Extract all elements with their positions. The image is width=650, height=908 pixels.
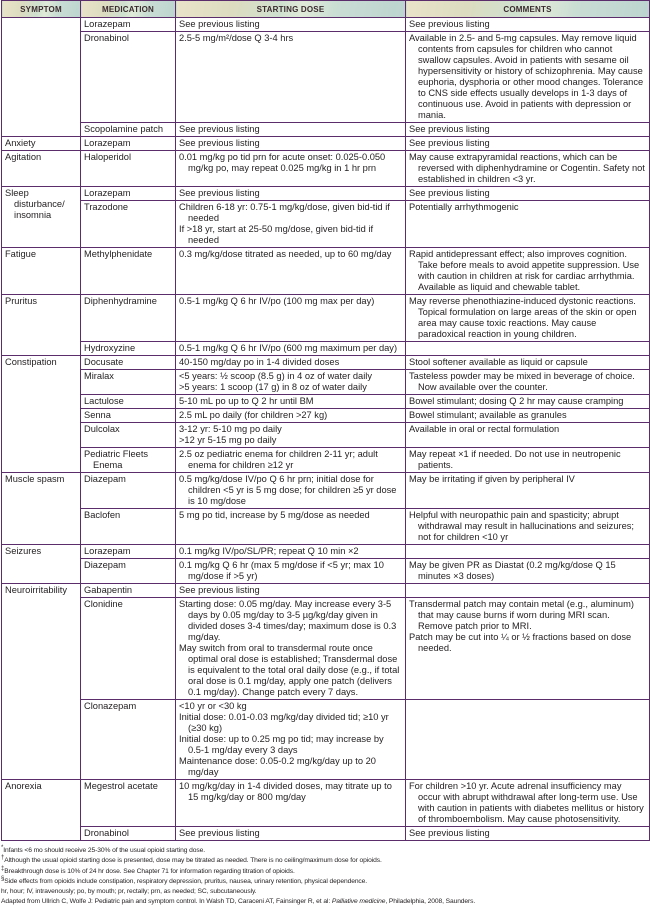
footnote — [1, 877, 650, 887]
source-citation — [1, 897, 650, 907]
footnote-text: Although the usual opioid starting dose is presented, dose may be titrated as needed. There is no ceiling/maximum dose for opioids. — [4, 857, 382, 865]
cell-starting-dose — [176, 395, 406, 409]
comment-text: Tasteless powder may be mixed in beverage of choice. Now available over the counter. — [409, 371, 635, 392]
footnote — [1, 867, 650, 877]
medication-name: Lorazepam — [84, 19, 131, 29]
comment-text: Rapid antidepressant effect; also improves cognition. Take before meals to avoid appetite suppression. Use with caution in children at risk for cardiac arrhythmia. Available as liquid and chewable tablet. — [409, 249, 640, 292]
medication-name: Diphenhydramine — [84, 296, 157, 306]
comment-text: May cause extrapyramidal reactions, which can be reversed with diphenhydramine or Cogentin. Safety not established in children <3 yr. — [409, 152, 645, 184]
header-comments: COMMENTS — [406, 1, 650, 18]
table-row — [2, 448, 650, 473]
cell-comments — [406, 187, 650, 201]
comment-text: Available in 2.5- and 5-mg capsules. May remove liquid contents from capsules for children who cannot swallow capsules. Avoid in patients with sesame oil hypersensitivity or history of schizophrenia. May cause euphoria, dysphoria or other mood changes. Tolerance to CNS side effects usually develops in 1-3 days of continuous use. Avoid in patients with depression or mania. — [409, 33, 644, 120]
cell-medication — [81, 342, 176, 356]
symptom-text: Neuroirritability — [5, 585, 67, 595]
table-row — [2, 395, 650, 409]
table-row — [2, 423, 650, 448]
table-row — [2, 700, 650, 780]
cell-starting-dose — [176, 295, 406, 342]
table-row — [2, 201, 650, 248]
cell-starting-dose — [176, 827, 406, 841]
cell-starting-dose — [176, 423, 406, 448]
cell-medication — [81, 395, 176, 409]
cell-medication — [81, 545, 176, 559]
medication-table — [1, 0, 650, 841]
cell-medication — [81, 32, 176, 123]
comment-text: See previous listing — [409, 828, 490, 838]
comment-text: For children >10 yr. Acute adrenal insufficiency may occur with abrupt withdrawal after long-term use. Use with caution in patients with diabetes mellitus or history of thromboembolism. May cause photosensitivity. — [409, 781, 644, 824]
cell-comments — [406, 248, 650, 295]
cell-starting-dose — [176, 559, 406, 584]
cell-comments — [406, 448, 650, 473]
cell-starting-dose — [176, 137, 406, 151]
dose-text: 40-150 mg/day po in 1-4 divided doses — [179, 357, 340, 367]
dose-text: If >18 yr, start at 25-50 mg/dose, given bid-tid if needed — [179, 224, 374, 245]
cell-comments — [406, 18, 650, 32]
table-body — [2, 18, 650, 841]
medication-name: Dulcolax — [84, 424, 120, 434]
cell-medication — [81, 151, 176, 187]
table-row — [2, 780, 650, 827]
footnote-text: Breakthrough dose is 10% of 24 hr dose. See Chapter 71 for information regarding titration of opioids. — [4, 867, 295, 875]
symptom-text: Fatigue — [5, 249, 37, 259]
cell-comments — [406, 342, 650, 356]
cell-symptom — [2, 780, 81, 841]
medication-name: Hydroxyzine — [84, 343, 136, 353]
cell-medication — [81, 187, 176, 201]
medication-name: Lorazepam — [84, 138, 131, 148]
table-row — [2, 248, 650, 295]
table-header-row — [2, 1, 650, 18]
medication-name: Lorazepam — [84, 546, 131, 556]
dose-text: May switch from oral to transdermal route once optimal oral dose is established; Transdermal dose is equivalent to the total oral daily dose (e.g., if total oral dose is 0.1 mg/day, apply one patch (delivers 0.1 mg/day). Change patch every 7 days. — [179, 643, 400, 697]
table-row — [2, 137, 650, 151]
comment-text: Available in oral or rectal formulation — [409, 424, 560, 434]
citation-prefix: Adapted from Ullrich C, Wolfe J: Pediatric pain and symptom control. In Walsh TD, Caraceni AT, Fainsinger R, et al: — [1, 898, 332, 906]
cell-comments — [406, 559, 650, 584]
dose-text: 2.5 mL po daily (for children >27 kg) — [179, 410, 328, 420]
cell-starting-dose — [176, 545, 406, 559]
dose-text: Children 6-18 yr: 0.75-1 mg/kg/dose, given bid-tid if needed — [179, 202, 390, 223]
table-row — [2, 32, 650, 123]
cell-medication — [81, 123, 176, 137]
cell-comments — [406, 584, 650, 598]
cell-medication — [81, 423, 176, 448]
cell-symptom — [2, 473, 81, 545]
header-symptom: SYMPTOM — [2, 1, 81, 18]
dose-text: 0.1 mg/kg Q 6 hr (max 5 mg/dose if <5 yr; max 10 mg/dose if >5 yr) — [179, 560, 384, 581]
cell-comments — [406, 827, 650, 841]
medication-name: Clonazepam — [84, 701, 137, 711]
cell-medication — [81, 559, 176, 584]
citation-title: Palliative medicine — [331, 898, 386, 906]
cell-comments — [406, 151, 650, 187]
cell-symptom — [2, 18, 81, 137]
dose-text: 0.1 mg/kg IV/po/SL/PR; repeat Q 10 min ×2 — [179, 546, 359, 556]
dose-text: See previous listing — [179, 124, 260, 134]
dose-text: See previous listing — [179, 188, 260, 198]
table-row — [2, 409, 650, 423]
dose-text: Initial dose: 0.01-0.03 mg/kg/day divided tid; ≥10 yr (≥30 kg) — [179, 712, 389, 733]
medication-name: Baclofen — [84, 510, 121, 520]
cell-medication — [81, 584, 176, 598]
dose-text: 0.3 mg/kg/dose titrated as needed, up to 60 mg/day — [179, 249, 392, 259]
medication-name: Miralax — [84, 371, 114, 381]
dose-text: See previous listing — [179, 585, 260, 595]
dose-text: 2.5 oz pediatric enema for children 2-11 yr; adult enema for children ≥12 yr — [179, 449, 378, 470]
dose-text: 10 mg/kg/day in 1-4 divided doses, may titrate up to 15 mg/kg/day or 800 mg/day — [179, 781, 392, 802]
cell-starting-dose — [176, 151, 406, 187]
dose-text: 0.5 mg/kg/dose IV/po Q 6 hr prn; initial dose for children <5 yr is 5 mg dose; for children ≥5 yr dose is 10 mg/dose — [179, 474, 397, 506]
symptom-text: Seizures — [5, 546, 42, 556]
medication-name: Diazepam — [84, 474, 126, 484]
cell-medication — [81, 598, 176, 700]
cell-comments — [406, 598, 650, 700]
cell-comments — [406, 545, 650, 559]
cell-medication — [81, 448, 176, 473]
cell-symptom — [2, 545, 81, 584]
medication-name: Gabapentin — [84, 585, 133, 595]
cell-starting-dose — [176, 201, 406, 248]
cell-comments — [406, 32, 650, 123]
cell-comments — [406, 123, 650, 137]
comment-text: Helpful with neuropathic pain and spasticity; abrupt withdrawal may result in hallucinations and seizures; not for children <10 yr — [409, 510, 634, 542]
footnotes — [1, 846, 650, 908]
cell-starting-dose — [176, 32, 406, 123]
comment-text: See previous listing — [409, 124, 490, 134]
cell-starting-dose — [176, 342, 406, 356]
dose-text: >12 yr 5-15 mg po daily — [179, 435, 277, 445]
cell-comments — [406, 700, 650, 780]
cell-medication — [81, 509, 176, 545]
cell-medication — [81, 370, 176, 395]
symptom-text: Anxiety — [5, 138, 36, 148]
cell-comments — [406, 356, 650, 370]
comment-text: May reverse phenothiazine-induced dystonic reactions. Topical formulation on large areas of the skin or open area may cause toxic reactions. May cause paradoxical reaction in young children. — [409, 296, 637, 339]
table-row — [2, 151, 650, 187]
cell-starting-dose — [176, 370, 406, 395]
comment-text: See previous listing — [409, 138, 490, 148]
comment-text: Transdermal patch may contain metal (e.g., aluminum) that may cause burns if worn during MRI scan. Remove patch prior to MRI. — [409, 599, 634, 631]
cell-medication — [81, 201, 176, 248]
table-row — [2, 598, 650, 700]
dose-text: <10 yr or <30 kg — [179, 701, 247, 711]
cell-medication — [81, 700, 176, 780]
cell-comments — [406, 423, 650, 448]
dose-text: Starting dose: 0.05 mg/day. May increase every 3-5 days by 0.05 mg/day to 3-5 µg/kg/day given in divided doses 3-4 times/day; maximum dose is 0.3 mg/day. — [179, 599, 397, 642]
cell-medication — [81, 137, 176, 151]
cell-starting-dose — [176, 448, 406, 473]
cell-medication — [81, 248, 176, 295]
medication-name: Haloperidol — [84, 152, 132, 162]
dose-text: 0.01 mg/kg po tid prn for acute onset: 0.025-0.050 mg/kg po, may repeat 0.025 mg/kg in 1 hr prn — [179, 152, 386, 173]
dose-text: <5 years: ½ scoop (8.5 g) in 4 oz of water daily — [179, 371, 373, 381]
table-row — [2, 559, 650, 584]
dose-text: See previous listing — [179, 138, 260, 148]
cell-starting-dose — [176, 473, 406, 509]
table-row — [2, 187, 650, 201]
header-medication: MEDICATION — [81, 1, 176, 18]
cell-starting-dose — [176, 356, 406, 370]
comment-text: May be given PR as Diastat (0.2 mg/kg/dose Q 15 minutes ×3 doses) — [409, 560, 616, 581]
symptom-text: Anorexia — [5, 781, 42, 791]
cell-medication — [81, 473, 176, 509]
comment-text: Stool softener available as liquid or capsule — [409, 357, 588, 367]
cell-comments — [406, 295, 650, 342]
medication-name: Diazepam — [84, 560, 126, 570]
footnote-mark: * — [1, 844, 4, 851]
medication-name: Trazodone — [84, 202, 129, 212]
header-starting-dose: STARTING DOSE — [176, 1, 406, 18]
cell-starting-dose — [176, 18, 406, 32]
comment-text: See previous listing — [409, 19, 490, 29]
comment-text: See previous listing — [409, 188, 490, 198]
comment-text: May repeat ×1 if needed. Do not use in neutropenic patients. — [409, 449, 621, 470]
footnote — [1, 846, 650, 856]
footnote-mark: ‡ — [1, 865, 5, 872]
abbreviations-note: hr, hour; IV, intravenously; po, by mouth; pr, rectally; prn, as needed; SC, subcutaneously. — [1, 888, 257, 896]
cell-comments — [406, 780, 650, 827]
medication-name: Megestrol acetate — [84, 781, 158, 791]
cell-medication — [81, 18, 176, 32]
cell-comments — [406, 201, 650, 248]
table-row — [2, 827, 650, 841]
cell-symptom — [2, 151, 81, 187]
symptom-text: Muscle spasm — [5, 474, 65, 484]
dose-text: 5-10 mL po up to Q 2 hr until BM — [179, 396, 314, 406]
comment-text: Bowel stimulant; available as granules — [409, 410, 567, 420]
table-row — [2, 509, 650, 545]
cell-starting-dose — [176, 123, 406, 137]
dose-text: See previous listing — [179, 828, 260, 838]
medication-name: Lorazepam — [84, 188, 131, 198]
comment-text: May be irritating if given by peripheral IV — [409, 474, 575, 484]
dose-text: >5 years: 1 scoop (17 g) in 8 oz of water daily — [179, 382, 367, 392]
cell-comments — [406, 395, 650, 409]
symptom-text: Agitation — [5, 152, 42, 162]
dose-text: 3-12 yr: 5-10 mg po daily — [179, 424, 282, 434]
citation-suffix: , Philadelphia, 2008, Saunders. — [385, 898, 476, 906]
table-row — [2, 18, 650, 32]
cell-symptom — [2, 356, 81, 473]
table-row — [2, 342, 650, 356]
footnote-text: Side effects from opioids include constipation, respiratory depression, pruritus, nausea, urinary retention, physical dependence. — [4, 877, 368, 885]
comment-text: Potentially arrhythmogenic — [409, 202, 519, 212]
comment-text: Patch may be cut into ¼ or ½ fractions based on dose needed. — [409, 632, 632, 653]
table-row — [2, 295, 650, 342]
comment-text: Bowel stimulant; dosing Q 2 hr may cause cramping — [409, 396, 624, 406]
medication-name: Scopolamine patch — [84, 124, 164, 134]
cell-symptom — [2, 584, 81, 780]
cell-medication — [81, 780, 176, 827]
medication-name: Dronabinol — [84, 828, 129, 838]
table-row — [2, 370, 650, 395]
cell-starting-dose — [176, 509, 406, 545]
cell-starting-dose — [176, 598, 406, 700]
symptom-text: Constipation — [5, 357, 57, 367]
cell-comments — [406, 509, 650, 545]
medication-name: Docusate — [84, 357, 124, 367]
cell-starting-dose — [176, 409, 406, 423]
cell-comments — [406, 409, 650, 423]
medication-name: Lactulose — [84, 396, 124, 406]
cell-symptom — [2, 187, 81, 248]
table-row — [2, 584, 650, 598]
cell-comments — [406, 137, 650, 151]
cell-starting-dose — [176, 187, 406, 201]
medication-name: Dronabinol — [84, 33, 129, 43]
dose-text: 0.5-1 mg/kg Q 6 hr IV/po (100 mg max per day) — [179, 296, 375, 306]
dose-text: See previous listing — [179, 19, 260, 29]
cell-medication — [81, 409, 176, 423]
footnote-text: Infants <6 mo should receive 25-30% of the usual opioid starting dose. — [3, 847, 205, 854]
cell-medication — [81, 356, 176, 370]
table-row — [2, 123, 650, 137]
cell-starting-dose — [176, 780, 406, 827]
footnote — [1, 856, 650, 866]
cell-medication — [81, 295, 176, 342]
dose-text: 2.5-5 mg/m²/dose Q 3-4 hrs — [179, 33, 294, 43]
cell-symptom — [2, 137, 81, 151]
cell-symptom — [2, 295, 81, 356]
cell-medication — [81, 827, 176, 841]
cell-starting-dose — [176, 700, 406, 780]
cell-symptom — [2, 248, 81, 295]
dose-text: Initial dose: up to 0.25 mg po tid; may increase by 0.5-1 mg/day every 3 days — [179, 734, 384, 755]
dose-text: 0.5-1 mg/kg Q 6 hr IV/po (600 mg maximum per day) — [179, 343, 398, 353]
footnote-mark: † — [1, 855, 5, 862]
symptom-text: Pruritus — [5, 296, 38, 306]
cell-starting-dose — [176, 248, 406, 295]
cell-starting-dose — [176, 584, 406, 598]
dose-text: Maintenance dose: 0.05-0.2 mg/kg/day up to 20 mg/day — [179, 756, 376, 777]
symptom-text: Sleep disturbance/ insomnia — [5, 188, 65, 220]
cell-comments — [406, 473, 650, 509]
medication-name: Pediatric Fleets Enema — [84, 449, 149, 470]
table-row — [2, 356, 650, 370]
medication-name: Clonidine — [84, 599, 123, 609]
medication-name: Methylphenidate — [84, 249, 153, 259]
dose-text: 5 mg po tid, increase by 5 mg/dose as needed — [179, 510, 370, 520]
medication-name: Senna — [84, 410, 111, 420]
table-row — [2, 473, 650, 509]
cell-comments — [406, 370, 650, 395]
table-row — [2, 545, 650, 559]
footnote-mark: § — [1, 875, 5, 882]
